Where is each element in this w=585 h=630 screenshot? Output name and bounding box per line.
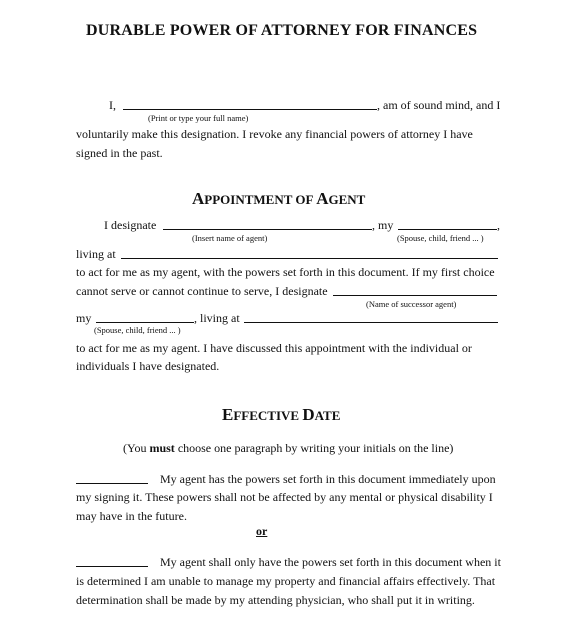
appointment-heading bbox=[192, 189, 365, 209]
instruction-must: must bbox=[149, 441, 175, 455]
appointment-individuals-line: individuals I have designated. bbox=[76, 359, 220, 373]
heading-rest: PPOINTMENT OF bbox=[204, 192, 317, 207]
successor-relation-field[interactable] bbox=[96, 322, 194, 323]
full-name-hint: (Print or type your full name) bbox=[148, 113, 249, 123]
option1-initials-field[interactable] bbox=[76, 483, 148, 484]
effective-date-heading bbox=[222, 405, 340, 425]
agent-relation-field[interactable] bbox=[398, 229, 497, 230]
successor-agent-hint: (Name of successor agent) bbox=[366, 299, 457, 309]
option1-line-2: my signing it. These powers shall not be affected by any mental or physical disability I bbox=[76, 490, 493, 504]
intro-line-3: signed in the past. bbox=[76, 146, 163, 160]
designate-label: I designate bbox=[104, 218, 157, 232]
appointment-discussed-line: to act for me as my agent. I have discussed this appointment with the individual or bbox=[76, 341, 472, 355]
option2-line-1: My agent shall only have the powers set forth in this document when it bbox=[160, 555, 501, 569]
full-name-field[interactable] bbox=[123, 109, 377, 110]
heading-cap: A bbox=[192, 189, 205, 208]
successor-relation-hint: (Spouse, child, friend ... ) bbox=[94, 325, 181, 335]
successor-agent-field[interactable] bbox=[333, 295, 497, 296]
agent-address-field[interactable] bbox=[121, 258, 498, 259]
heading-cap: E bbox=[222, 405, 234, 424]
appointment-cannot-line: cannot serve or cannot continue to serve, I designate bbox=[76, 284, 328, 298]
living-at-label: living at bbox=[76, 247, 116, 261]
intro-sound-mind: , am of sound mind, and I bbox=[377, 98, 501, 112]
instruction-pre: (You bbox=[123, 441, 150, 455]
option1-line-3: may have in the future. bbox=[76, 509, 187, 523]
agent-relation-hint: (Spouse, child, friend ... ) bbox=[397, 233, 484, 243]
option2-line-3: determination shall be made by my attending physician, who shall put it in writing. bbox=[76, 593, 475, 607]
effective-instruction bbox=[123, 441, 453, 455]
comma-label: , bbox=[497, 218, 500, 232]
intro-i-label: I, bbox=[109, 98, 116, 112]
or-separator: or bbox=[256, 524, 268, 538]
agent-name-field[interactable] bbox=[163, 229, 372, 230]
living-at2-label: , living at bbox=[194, 311, 240, 325]
heading-rest: ATE bbox=[314, 408, 341, 423]
appointment-powers-line: to act for me as my agent, with the powers set forth in this document. If my first choice bbox=[76, 265, 495, 279]
my2-label: my bbox=[76, 311, 92, 325]
intro-line-2: voluntarily make this designation. I revoke any financial powers of attorney I have bbox=[76, 127, 473, 141]
heading-cap: D bbox=[302, 405, 315, 424]
document-title: DURABLE POWER OF ATTORNEY FOR FINANCES bbox=[86, 22, 478, 39]
heading-rest: FFECTIVE bbox=[233, 408, 303, 423]
option2-initials-field[interactable] bbox=[76, 566, 148, 567]
agent-name-hint: (Insert name of agent) bbox=[192, 233, 268, 243]
heading-rest: GENT bbox=[328, 192, 366, 207]
heading-cap: A bbox=[316, 189, 329, 208]
option1-line-1: My agent has the powers set forth in this document immediately upon bbox=[160, 472, 496, 486]
my-label: , my bbox=[372, 218, 394, 232]
option2-line-2: is determined I am unable to manage my property and financial affairs effectively. That bbox=[76, 574, 496, 588]
successor-address-field[interactable] bbox=[244, 322, 498, 323]
instruction-post: choose one paragraph by writing your initials on the line) bbox=[174, 441, 454, 455]
